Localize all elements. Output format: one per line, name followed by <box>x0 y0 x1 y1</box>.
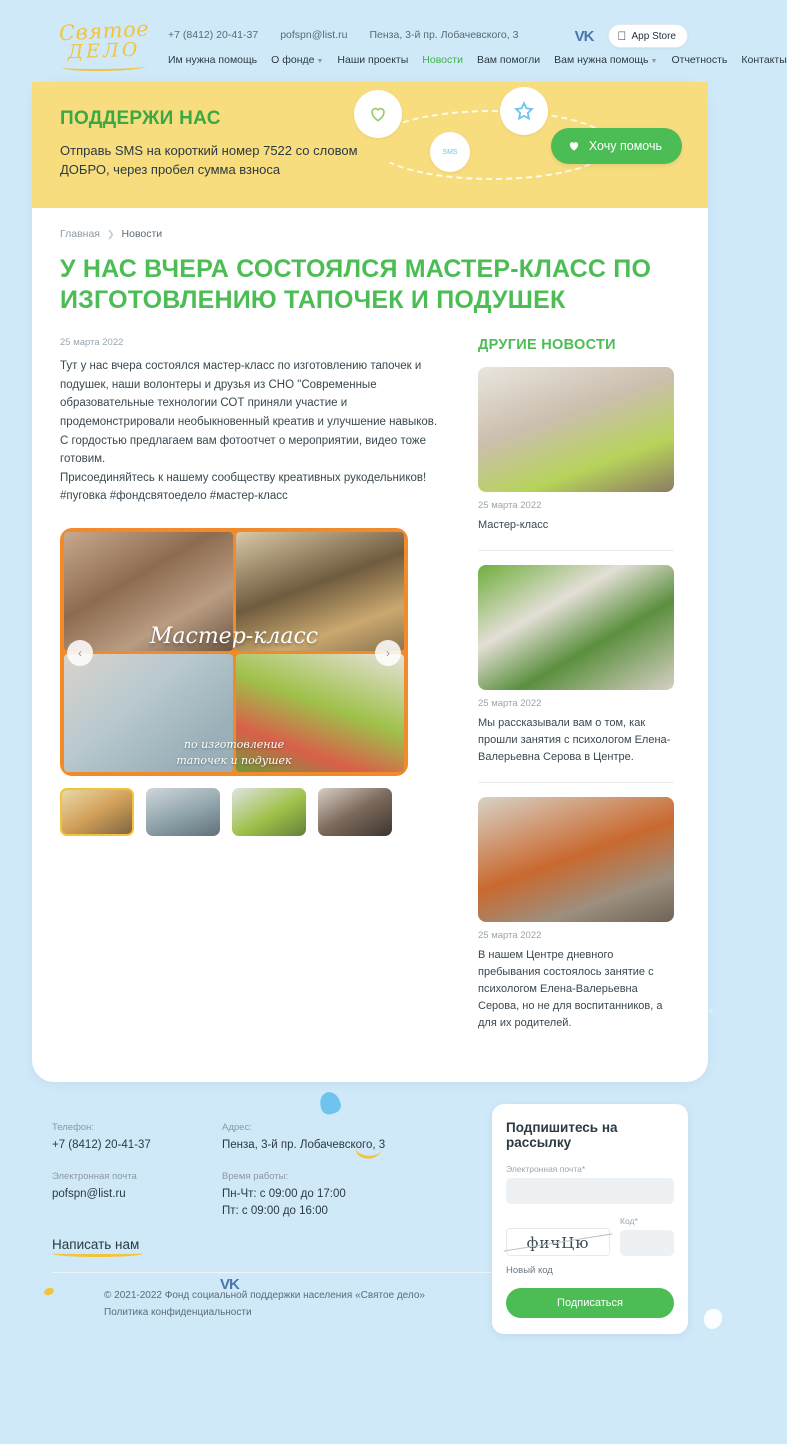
breadcrumb-news[interactable]: Новости <box>121 228 163 240</box>
page-content <box>32 208 708 1082</box>
gallery-prev-button[interactable]: ‹ <box>67 640 93 666</box>
heart-icon <box>354 90 402 138</box>
nav-item-you-helped[interactable] <box>477 54 540 66</box>
news-date: 25 марта 2022 <box>478 698 542 710</box>
apple-icon <box>618 29 627 43</box>
news-text: Мастер-класс <box>478 519 549 531</box>
gallery-overlay-line2: тапочек и подушек <box>176 753 292 767</box>
article-body <box>60 357 450 506</box>
site-header <box>0 0 787 82</box>
footer-hours-value <box>222 1186 462 1221</box>
nav-item-projects[interactable] <box>337 54 408 66</box>
nav-label: Наши проекты <box>337 54 409 66</box>
article-column <box>60 337 450 1048</box>
photo-gallery[interactable] <box>60 528 408 776</box>
footer-email-label: Электронная почта <box>52 1170 137 1182</box>
footer-address-column <box>222 1122 462 1254</box>
main-card <box>32 82 708 1082</box>
vk-icon[interactable]: VK <box>220 1275 239 1293</box>
breadcrumb <box>60 228 680 240</box>
gallery-overlay-line1: по изготовление <box>183 738 285 752</box>
news-thumbnail[interactable] <box>478 367 674 492</box>
sms-bubble-label: SMS <box>442 148 458 156</box>
support-banner-text: Отправь SMS на короткий номер 7522 со словом ДОБРО, через пробел сумма взноса <box>60 143 358 177</box>
subscribe-title: Подпишитесь на рассылку <box>506 1120 618 1151</box>
gallery-thumbnails <box>60 788 450 836</box>
header-right <box>575 24 688 48</box>
want-to-help-label: Хочу помочь <box>588 139 662 153</box>
header-phone[interactable]: +7 (8412) 20-41-37 <box>168 29 259 41</box>
news-date: 25 марта 2022 <box>478 930 542 942</box>
gallery-thumbnail-2[interactable] <box>146 788 220 836</box>
chevron-down-icon: ▼ <box>316 58 324 65</box>
support-banner <box>32 82 708 208</box>
news-text: Мы рассказывали вам о том, как прошли занятия с психологом Елена-Валерьевна Серова в Центре. <box>478 717 671 764</box>
article-paragraph-2: С гордостью предлагаем вам фотоотчет о мероприятии, видео тоже готовим. <box>60 434 427 466</box>
page-title: У НАС ВЧЕРА СОСТОЯЛСЯ МАСТЕР-КЛАСС ПО ИЗГОТОВЛЕНИЮ ТАПОЧЕК И ПОДУШЕК <box>60 255 652 314</box>
nav-item-help-needed[interactable] <box>168 54 257 66</box>
chevron-down-icon: ▼ <box>650 58 658 65</box>
nav-item-about[interactable] <box>271 54 323 66</box>
app-store-button[interactable] <box>608 24 688 48</box>
star-icon <box>500 87 548 135</box>
captcha-image: фичЦю <box>506 1228 610 1256</box>
content-columns <box>60 337 680 1048</box>
nav-item-need-help[interactable] <box>554 54 657 66</box>
nav-item-reports[interactable] <box>671 54 727 66</box>
site-logo[interactable] <box>52 16 156 68</box>
app-store-label: App Store <box>631 29 676 40</box>
footer-legal <box>104 1287 425 1321</box>
footer-email-value[interactable]: pofspn@list.ru <box>52 1187 126 1200</box>
privacy-policy-link[interactable]: Политика конфиденциальности <box>104 1306 252 1318</box>
gallery-overlay-subtitle <box>60 737 408 768</box>
new-code-link[interactable]: Новый код <box>506 1265 553 1277</box>
article-paragraph-3: Присоединяйтесь к нашему сообществу креативных рукодельников! <box>60 471 427 484</box>
nav-label: Вам нужна помощь <box>554 54 649 66</box>
other-news-title: ДРУГИЕ НОВОСТИ <box>478 337 616 353</box>
nav-item-contacts[interactable] <box>741 54 786 66</box>
subscribe-code-input[interactable] <box>620 1230 674 1256</box>
support-banner-title: ПОДДЕРЖИ НАС <box>60 108 221 129</box>
news-text: В нашем Центре дневного пребывания состоялось занятие с психологом Елена-Валерьевна Серова, но не для воспитанников, а для их родителей. <box>478 949 663 1030</box>
sms-icon <box>430 132 470 172</box>
copyright-text: © 2021-2022 Фонд социальной поддержки населения «Святое дело» <box>104 1289 425 1301</box>
header-contacts <box>168 29 518 41</box>
footer-address-value: Пенза, 3-й пр. Лобачевского, 3 <box>222 1139 386 1152</box>
vk-icon[interactable]: VK <box>574 27 594 45</box>
header-email[interactable]: pofspn@list.ru <box>280 29 348 41</box>
subscribe-code-label: Код* <box>620 1216 638 1227</box>
nav-item-news[interactable] <box>422 54 463 66</box>
main-navigation <box>168 54 787 66</box>
footer-hours-line1: Пн-Чт: с 09:00 до 17:00 <box>222 1187 346 1200</box>
footer-hours-label: Время работы: <box>222 1170 289 1182</box>
logo-line1: Святое <box>58 16 150 46</box>
breadcrumb-home[interactable]: Главная <box>60 228 100 240</box>
divider <box>478 782 674 783</box>
captcha-row <box>506 1216 674 1256</box>
captcha-input-wrap <box>620 1216 674 1256</box>
footer-contact-column <box>52 1122 222 1254</box>
news-thumbnail[interactable] <box>478 797 674 922</box>
nav-label: Контакты <box>741 54 787 66</box>
footer-phone-label: Телефон: <box>52 1122 95 1134</box>
logo-line2: ДЕЛО <box>67 38 141 64</box>
news-date: 25 марта 2022 <box>478 500 542 511</box>
gallery-thumbnail-1[interactable] <box>60 788 134 836</box>
nav-label: О фонде <box>271 54 315 66</box>
subscribe-email-label: Электронная почта* <box>506 1164 586 1175</box>
gallery-overlay-title: Мастер-класс <box>149 624 319 649</box>
decorative-blob <box>317 1090 343 1117</box>
gallery-next-button[interactable]: › <box>375 640 401 666</box>
write-us-link[interactable]: Написать нам <box>52 1236 140 1252</box>
article-paragraph-1: Тут у нас вчера состоялся мастер-класс по изготовлению тапочек и подушек, наши волонтеры и друзья из СНО "Современные образовательные технологии СОТ приняли участие и продемонстрировали необыкновенный креатив и улучшение навыков. <box>60 360 438 428</box>
divider <box>478 550 674 551</box>
decorative-corner-blob <box>704 1309 722 1329</box>
subscribe-email-input[interactable] <box>506 1178 674 1204</box>
header-address: Пенза, 3-й пр. Лобачевского, 3 <box>369 29 519 41</box>
logo-swoosh <box>62 63 146 71</box>
news-thumbnail[interactable] <box>478 565 674 690</box>
footer-hours-line2: Пт: с 09:00 до 16:00 <box>222 1204 328 1217</box>
gallery-thumbnail-3[interactable] <box>232 788 306 836</box>
subscribe-button[interactable]: Подписаться <box>506 1288 674 1318</box>
nav-label: Новости <box>422 54 463 66</box>
article-tags: #пуговка #фондсвятоедело #мастер-класс <box>60 490 288 503</box>
list-item[interactable] <box>478 367 674 534</box>
subscribe-card <box>492 1104 688 1334</box>
list-item[interactable] <box>478 565 674 766</box>
list-item[interactable] <box>478 797 674 1032</box>
heart-icon <box>567 139 581 153</box>
footer-address-label: Адрес: <box>222 1122 252 1134</box>
other-news-column <box>478 337 674 1048</box>
nav-label: Вам помогли <box>476 54 541 66</box>
nav-label: Отчетность <box>671 54 728 66</box>
footer-phone-value[interactable]: +7 (8412) 20-41-37 <box>52 1139 151 1152</box>
nav-label: Им нужна помощь <box>168 54 258 66</box>
article-date: 25 марта 2022 <box>60 337 124 348</box>
want-to-help-button[interactable] <box>551 128 682 164</box>
gallery-thumbnail-4[interactable] <box>318 788 392 836</box>
chevron-right-icon: ❯ <box>106 228 115 239</box>
site-footer <box>0 1082 740 1337</box>
